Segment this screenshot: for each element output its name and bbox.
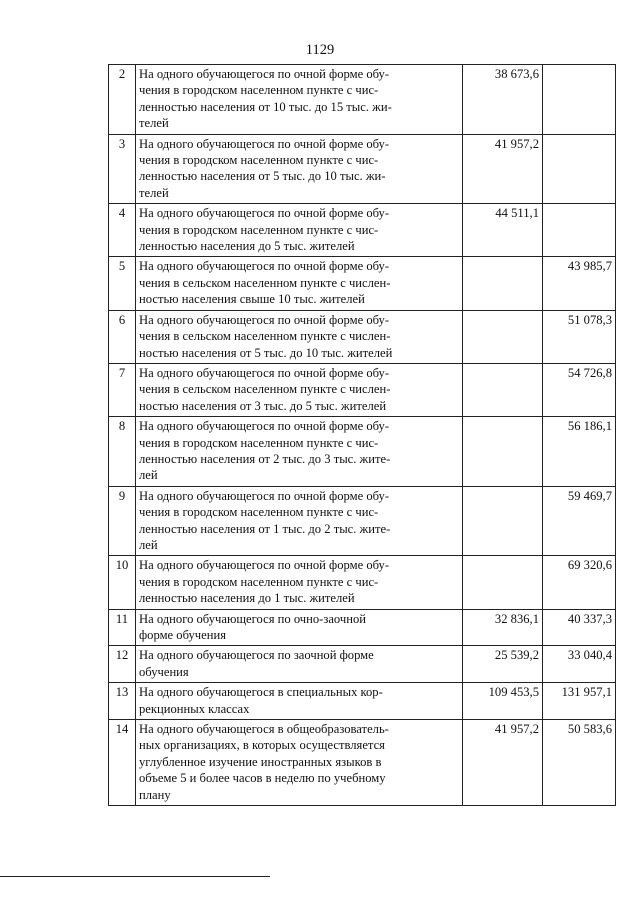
description-line: чения в городском населенном пункте с чис-: [139, 505, 379, 520]
row-number: 14: [109, 720, 136, 806]
description-line: обучения: [139, 664, 189, 679]
description-line: чения в сельском населенном пункте с числен-: [139, 329, 391, 344]
value-rural: 40 337,3: [543, 609, 616, 646]
value-rural: 59 469,7: [543, 486, 616, 556]
value-urban: 41 957,2: [463, 134, 543, 204]
description-line: ностью населения от 5 тыс. до 10 тыс. жителей: [139, 345, 393, 360]
description-line: На одного обучающегося по очной форме обу-: [139, 136, 390, 151]
table-row: [109, 683, 616, 720]
footer-rule: [0, 876, 270, 877]
description-line: чения в городском населенном пункте с чис-: [139, 435, 379, 450]
description-line: На одного обучающегося по очно-заочной: [139, 611, 367, 626]
row-number: 8: [109, 417, 136, 487]
description-line: телей: [139, 116, 169, 131]
description-line: На одного обучающегося в специальных кор-: [139, 685, 383, 700]
row-description: [136, 683, 463, 720]
description-line: чения в городском населенном пункте с чис-: [139, 574, 379, 589]
description-line: На одного обучающегося по очной форме обу-: [139, 419, 390, 434]
row-number: 7: [109, 363, 136, 416]
row-number: 3: [109, 134, 136, 204]
value-urban: [463, 417, 543, 487]
value-rural: 43 985,7: [543, 257, 616, 310]
row-description: [136, 609, 463, 646]
table-row: [109, 417, 616, 487]
description-line: чения в сельском населенном пункте с числен-: [139, 382, 391, 397]
value-urban: 44 511,1: [463, 204, 543, 257]
description-line: На одного обучающегося по очной форме обу-: [139, 488, 390, 503]
table-row: [109, 609, 616, 646]
row-description: [136, 363, 463, 416]
value-rural: 51 078,3: [543, 310, 616, 363]
table-row: [109, 486, 616, 556]
description-line: ленностью населения от 2 тыс. до 3 тыс. жите-: [139, 451, 391, 466]
row-description: [136, 65, 463, 135]
value-rural: 69 320,6: [543, 556, 616, 609]
value-urban: [463, 556, 543, 609]
table-row: [109, 257, 616, 310]
table-row: [109, 720, 616, 806]
value-rural: 54 726,8: [543, 363, 616, 416]
description-line: чения в городском населенном пункте с чис-: [139, 153, 379, 168]
description-line: объеме 5 и более часов в неделю по учебному: [139, 771, 386, 786]
description-line: На одного обучающегося по очной форме обу-: [139, 558, 390, 573]
table-row: [109, 134, 616, 204]
value-urban: 41 957,2: [463, 720, 543, 806]
description-line: ностью населения от 3 тыс. до 5 тыс. жителей: [139, 398, 387, 413]
row-number: 9: [109, 486, 136, 556]
value-urban: 38 673,6: [463, 65, 543, 135]
value-urban: [463, 486, 543, 556]
row-description: [136, 417, 463, 487]
row-description: [136, 257, 463, 310]
row-number: 12: [109, 646, 136, 683]
description-line: На одного обучающегося в общеобразователь-: [139, 722, 389, 737]
row-number: 4: [109, 204, 136, 257]
description-line: На одного обучающегося по очной форме обу-: [139, 365, 390, 380]
value-rural: [543, 65, 616, 135]
description-line: ленностью населения до 5 тыс. жителей: [139, 239, 355, 254]
description-line: На одного обучающегося по заочной форме: [139, 648, 374, 663]
description-line: лей: [139, 537, 158, 552]
description-line: плану: [139, 787, 171, 802]
description-line: ных организациях, в которых осуществляется: [139, 738, 385, 753]
description-line: чения в городском населенном пункте с чис-: [139, 222, 379, 237]
value-rural: 131 957,1: [543, 683, 616, 720]
table-row: [109, 556, 616, 609]
description-line: ленностью населения от 1 тыс. до 2 тыс. жите-: [139, 521, 391, 536]
description-line: На одного обучающегося по очной форме обу-: [139, 67, 390, 81]
value-rural: 56 186,1: [543, 417, 616, 487]
description-line: ностью населения свыше 10 тыс. жителей: [139, 292, 365, 307]
description-line: ленностью населения от 10 тыс. до 15 тыс. жи-: [139, 99, 392, 114]
table-row: [109, 310, 616, 363]
description-line: ленностью населения до 1 тыс. жителей: [139, 591, 355, 606]
row-description: [136, 646, 463, 683]
description-line: чения в городском населенном пункте с чис-: [139, 83, 379, 98]
table-row: [109, 204, 616, 257]
description-line: ленностью населения от 5 тыс. до 10 тыс. жи-: [139, 169, 386, 184]
description-line: На одного обучающегося по очной форме обу-: [139, 259, 390, 274]
tariff-table: [108, 64, 616, 806]
description-line: телей: [139, 185, 169, 200]
description-line: На одного обучающегося по очной форме обу-: [139, 206, 390, 221]
value-rural: [543, 134, 616, 204]
description-line: форме обучения: [139, 628, 226, 642]
description-line: лей: [139, 468, 158, 483]
value-urban: 25 539,2: [463, 646, 543, 683]
row-description: [136, 134, 463, 204]
value-urban: [463, 310, 543, 363]
row-description: [136, 310, 463, 363]
row-number: 2: [109, 65, 136, 135]
description-line: углубленное изучение иностранных языков в: [139, 754, 382, 769]
row-description: [136, 720, 463, 806]
table-row: [109, 65, 616, 135]
value-urban: [463, 257, 543, 310]
row-number: 6: [109, 310, 136, 363]
table-row: [109, 363, 616, 416]
value-urban: 109 453,5: [463, 683, 543, 720]
value-urban: 32 836,1: [463, 609, 543, 646]
row-number: 13: [109, 683, 136, 720]
row-description: [136, 204, 463, 257]
value-rural: 33 040,4: [543, 646, 616, 683]
value-rural: [543, 204, 616, 257]
row-number: 5: [109, 257, 136, 310]
value-rural: 50 583,6: [543, 720, 616, 806]
description-line: чения в сельском населенном пункте с числен-: [139, 275, 391, 290]
value-urban: [463, 363, 543, 416]
table-row: [109, 646, 616, 683]
description-line: На одного обучающегося по очной форме обу-: [139, 312, 390, 327]
row-number: 10: [109, 556, 136, 609]
row-number: 11: [109, 609, 136, 646]
page-number: 1129: [305, 42, 335, 58]
description-line: рекционных классах: [139, 701, 250, 716]
row-description: [136, 486, 463, 556]
row-description: [136, 556, 463, 609]
table-body: [109, 65, 616, 806]
